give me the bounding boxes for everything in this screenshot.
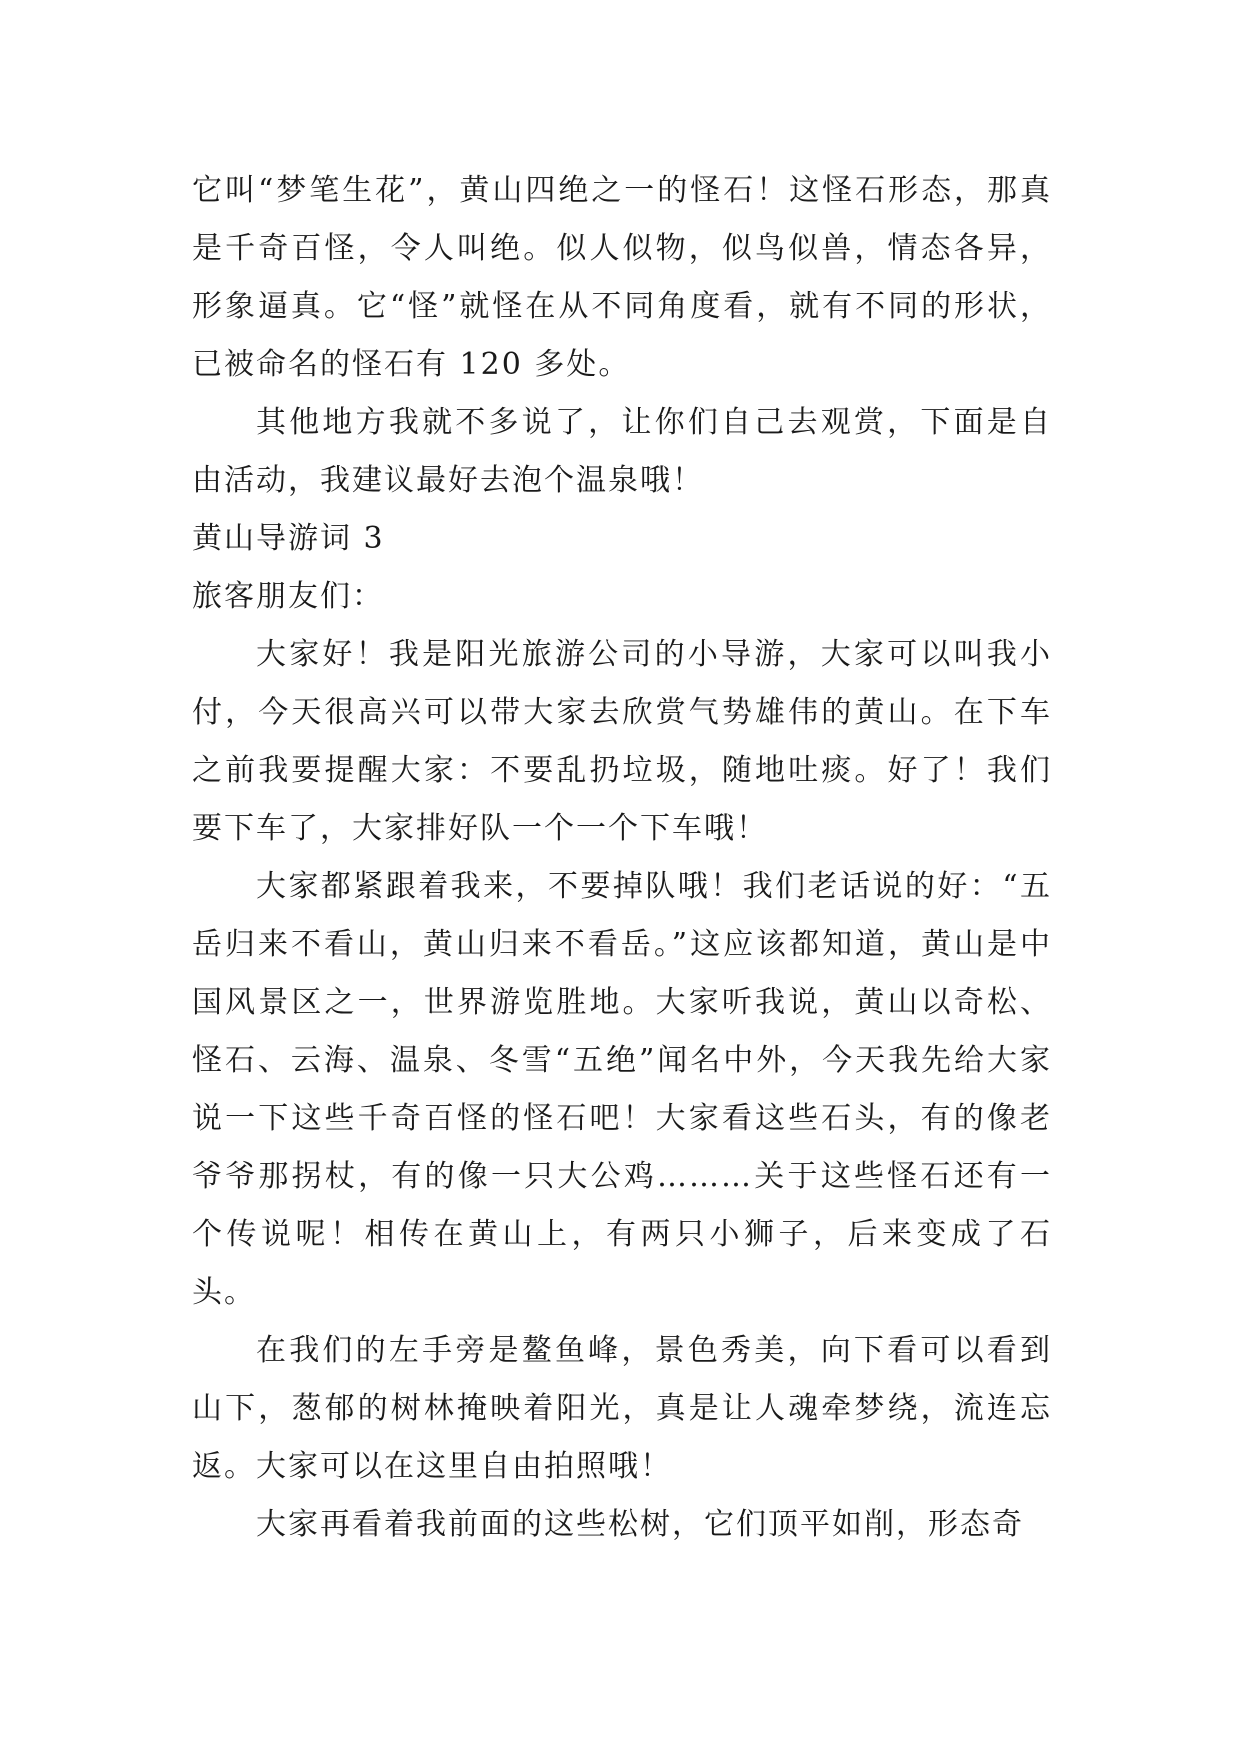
paragraph: 大家都紧跟着我来，不要掉队哦！我们老话说的好：“五岳归来不看山，黄山归来不看岳。”这应该都知道，黄山是中国风景区之一，世界游览胜地。大家听我说，黄山以奇松、怪石、云海、温泉、冬雪“五绝”闻名中外，今天我先给大家说一下这些千奇百怪的怪石吧！大家看这些石头，有的像老爷爷那拐杖，有的像一只大公鸡………关于这些怪石还有一个传说呢！相传在黄山上，有两只小狮子，后来变成了石头。 (192, 869, 1052, 1310)
paragraph: 在我们的左手旁是鳌鱼峰，景色秀美，向下看可以看到山下，葱郁的树林掩映着阳光，真是让人魂牵梦绕，流连忘返。大家可以在这里自由拍照哦！ (192, 1333, 1052, 1484)
paragraph-continuation: 它叫“梦笔生花”，黄山四绝之一的怪石！这怪石形态，那真是千奇百怪，令人叫绝。似人似物，似鸟似兽，情态各异，形象逼真。它“怪”就怪在从不同角度看，就有不同的形状，已被命名的怪石有 120 多处。 (192, 173, 1052, 382)
paragraph: 大家好！我是阳光旅游公司的小导游，大家可以叫我小付，今天很高兴可以带大家去欣赏气势雄伟的黄山。在下车之前我要提醒大家：不要乱扔垃圾，随地吐痰。好了！我们要下车了，大家排好队一个一个下车哦！ (192, 637, 1052, 846)
document-body (192, 162, 1052, 1554)
salutation: 旅客朋友们： (192, 579, 384, 614)
section-title: 黄山导游词 3 (192, 521, 385, 556)
paragraph: 其他地方我就不多说了，让你们自己去观赏，下面是自由活动，我建议最好去泡个温泉哦！ (192, 405, 1052, 498)
paragraph: 大家再看着我前面的这些松树，它们顶平如削，形态奇 (256, 1507, 1024, 1542)
